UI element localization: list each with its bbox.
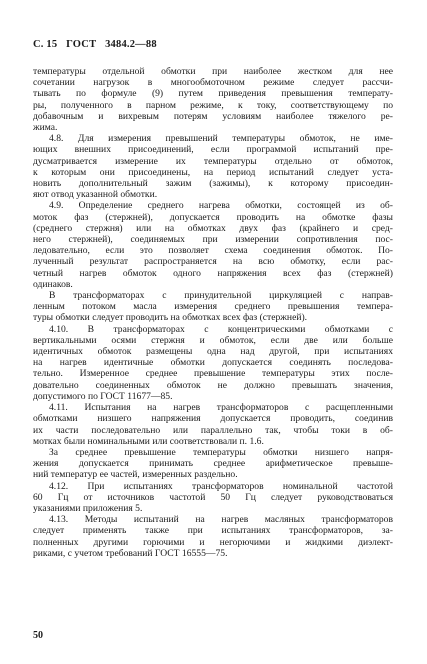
text-line: туры обмотки следует проводить на обмотках всех фаз (стержней). bbox=[33, 312, 308, 324]
body-text bbox=[33, 66, 393, 559]
text-line: За среднее превышение температуры обмотки низшего напря- bbox=[49, 446, 393, 458]
text-line: ющих внешних присоединений, если программой испытаний пре- bbox=[33, 144, 393, 156]
paragraph bbox=[33, 402, 393, 447]
text-line: ры, полученного в парном режиме, к току, соответствующему по bbox=[33, 99, 393, 111]
text-line: мотках были номинальными или соответствовали п. 1.6. bbox=[33, 435, 264, 447]
paragraph bbox=[33, 66, 393, 133]
text-line: одинаков. bbox=[33, 278, 73, 290]
text-line: допустимого по ГОСТ 11677—85. bbox=[33, 390, 173, 402]
text-line: полненных другими горючими и негорючими и жидкими диэлект- bbox=[33, 536, 393, 548]
text-line: к которым они присоединены, на период испытаний следует уста- bbox=[33, 166, 393, 178]
text-line: жения допускается принимать среднее арифметическое превыше- bbox=[33, 458, 393, 470]
paragraph bbox=[33, 481, 393, 515]
text-line: него стержней), соединяемых при измерении сопротивления пос- bbox=[33, 234, 393, 246]
paragraph bbox=[33, 514, 393, 559]
page-header bbox=[33, 39, 163, 50]
text-line: обмотками низшего напряжения допускается проводить, соединив bbox=[33, 413, 393, 425]
standard-number: 3484.2—88 bbox=[105, 39, 157, 50]
text-line: вертикальными осями стержня и обмоток, если две или больше bbox=[33, 334, 393, 346]
text-line: указаниями приложения 5. bbox=[33, 502, 143, 514]
text-line: сочетании нагрузок в многообмоточном режиме следует рассчи- bbox=[33, 77, 393, 89]
text-line: лученный результат распространяется на всю обмотку, если рас- bbox=[33, 256, 393, 268]
text-line: тельно. Измеренное среднее превышение температуры этих после- bbox=[33, 368, 393, 380]
page-prefix: С. 15 bbox=[33, 39, 58, 50]
text-line: ледовательно, если это позволяет схема соединения обмоток. По- bbox=[33, 245, 393, 257]
text-line: ний температур ее частей, измеренных раздельно. bbox=[33, 469, 238, 481]
text-line: 4.13. Методы испытаний на нагрев масляных трансформаторов bbox=[49, 514, 393, 526]
text-line: риками, с учетом требований ГОСТ 16555—75. bbox=[33, 547, 228, 559]
text-line: 4.12. При испытаниях трансформаторов номинальной частотой bbox=[49, 480, 393, 492]
text-line: идентичных обмоток размещены одна над другой, при испытаниях bbox=[33, 346, 393, 358]
text-line: на нагрев идентичные обмотки допускается соединять последова- bbox=[33, 357, 393, 369]
text-line: довательно соединенных обмоток не должно превышать значения, bbox=[33, 379, 393, 391]
text-line: их части последовательно или параллельно так, чтобы токи в об- bbox=[33, 424, 393, 436]
page-number: 50 bbox=[33, 630, 43, 641]
text-line: жима. bbox=[33, 122, 58, 134]
paragraph bbox=[33, 324, 393, 402]
paragraph bbox=[33, 133, 393, 200]
text-line: ленным потоком масла измерения среднего превышения темпера- bbox=[33, 301, 393, 313]
paragraph bbox=[33, 447, 393, 481]
text-line: добавочным и вихревым потерям условиям наиболее тяжелого ре- bbox=[33, 110, 393, 122]
text-line: следует применять также при испытаниях трансформаторов, за- bbox=[33, 525, 393, 537]
paragraph bbox=[33, 200, 393, 290]
text-line: 4.10. В трансформаторах с концентрическими обмотками с bbox=[49, 323, 393, 335]
text-line: яют отвод указанной обмотки. bbox=[33, 189, 158, 201]
text-line: (среднего стержня) или на обмотках двух фаз (крайнего и сред- bbox=[33, 222, 393, 234]
text-line: новить дополнительный зажим (зажимы), к которому присоедин- bbox=[33, 178, 393, 190]
standard-label: ГОСТ bbox=[66, 39, 97, 50]
paragraph bbox=[33, 290, 393, 324]
text-line: 4.11. Испытания на нагрев трансформаторов с расщепленными bbox=[49, 402, 393, 414]
text-line: В трансформаторах с принудительной циркуляцией с направ- bbox=[49, 290, 393, 302]
text-line: 60 Гц от источников частотой 50 Гц следует руководствоваться bbox=[33, 491, 393, 503]
text-line: четный нагрев обмоток одного напряжения всех фаз (стержней) bbox=[33, 267, 393, 279]
text-line: 4.9. Определение среднего нагрева обмотки, состоящей из об- bbox=[49, 200, 393, 212]
text-line: тывать по формуле (9) путем приведения превышения температу- bbox=[33, 88, 393, 100]
text-line: температуры отдельной обмотки при наиболее жестком для нее bbox=[33, 66, 393, 77]
text-line: 4.8. Для измерения превышений температуры обмоток, не име- bbox=[49, 133, 393, 145]
text-line: моток фаз (стержней), допускается проводить на обмотке фазы bbox=[33, 211, 393, 223]
text-line: дусматривается измерение их температуры отдельно от обмоток, bbox=[33, 155, 393, 167]
